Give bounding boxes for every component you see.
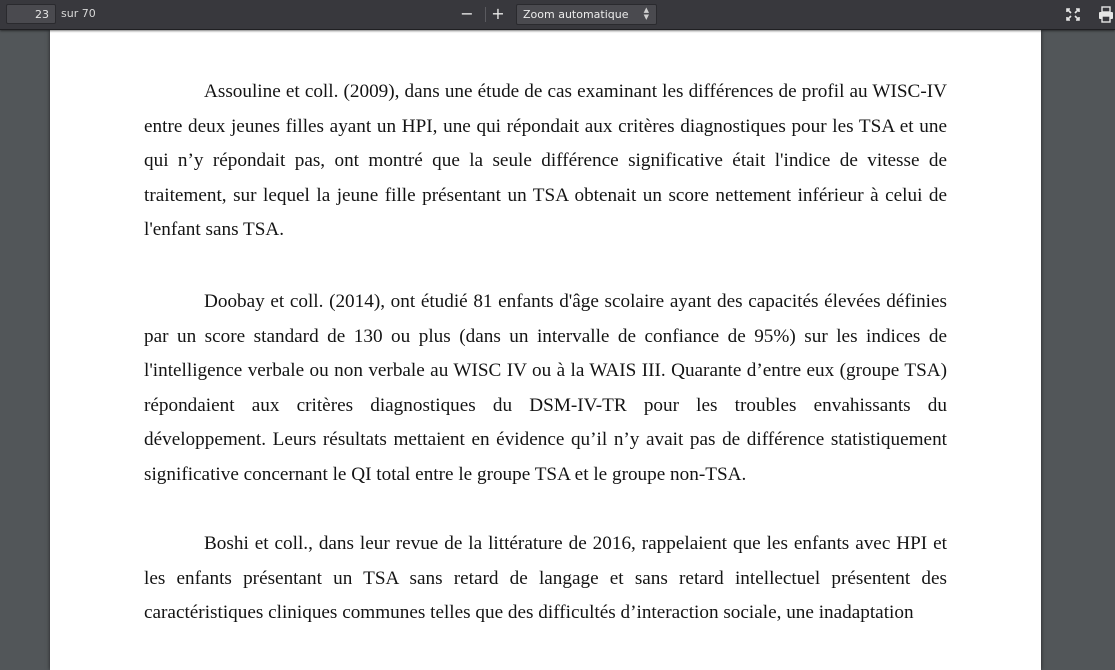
zoom-in-button[interactable] (486, 3, 510, 25)
pdf-toolbar (0, 0, 1115, 30)
zoom-out-button[interactable] (455, 3, 479, 25)
document-paragraph: Doobay et coll. (2014), ont étudié 81 enfants d'âge scolaire ayant des capacités élevées définies par un score standard de 130 ou plus (dans un intervalle de confiance de 95%) sur les indices de l'intelligence verbale ou non verbale au WISC IV ou à la WAIS III. Quarante d’entre eux (groupe TSA) répondaient aux critères diagnostiques du DSM-IV-TR pour les troubles envahissants du développement. Leurs résultats mettaient en évidence qu’il n’y avait pas de différence statistiquement significative concernant le QI total entre le groupe TSA et le groupe non-TSA. (144, 291, 947, 485)
zoom-select[interactable] (516, 4, 657, 25)
print-icon (1095, 4, 1115, 25)
pdf-page (50, 30, 1041, 670)
document-paragraph: Boshi et coll., dans leur revue de la littérature de 2016, rappelaient que les enfants avec HPI et les enfants présentant un TSA sans retard de langage et sans retard intellectuel présentent des caractéristiques cliniques communes telles que des difficultés d’interaction sociale, une inadaptation (144, 533, 947, 623)
print-button[interactable] (1095, 4, 1115, 25)
fullscreen-icon (1062, 4, 1084, 25)
minus-icon: − (460, 4, 474, 23)
zoom-select-value: Zoom automatique (523, 8, 629, 21)
page-number-input[interactable] (6, 4, 56, 24)
fullscreen-button[interactable] (1062, 4, 1084, 25)
select-arrows-icon: ▲ ▼ (643, 6, 649, 21)
page-count-label: sur 70 (61, 7, 96, 20)
document-paragraph: Assouline et coll. (2009), dans une étude de cas examinant les différences de profil au WISC-IV entre deux jeunes filles ayant un HPI, une qui répondait aux critères diagnostiques pour les TSA et une qui n’y répondait pas, ont montré que la seule différence significative était l'indice de vitesse de traitement, sur lequel la jeune fille présentant un TSA obtenait un score nettement inférieur à celui de l'enfant sans TSA. (144, 81, 947, 240)
plus-icon: + (491, 4, 505, 23)
